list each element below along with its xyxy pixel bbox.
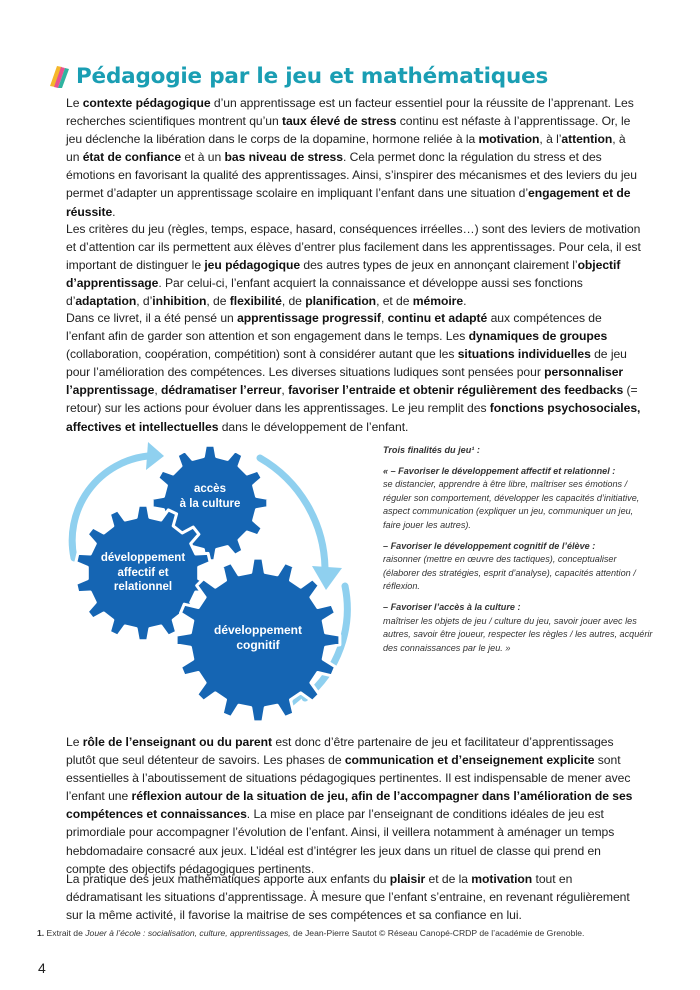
body-text: sont essentielles à l’aboutissement de situations pédagogiques pertinentes. Il est indispensable de mener avec l’enfant une bbox=[66, 753, 631, 804]
emphasis-text: adaptation bbox=[75, 294, 137, 309]
body-text: . La mise en place par l’enseignant de conditions idéales de jeu est primordiale pour accompagner l’évolution de l’enfant. Ainsi, il veillera notamment à aménager un temps hebdomadaire consacré aux jeux. L’idéal est d’intégrer les jeux dans un rituel de classe qui prend en compte des objectifs pédagogiques pertinents. bbox=[66, 807, 615, 876]
emphasis-text: contexte pédagogique bbox=[82, 96, 211, 110]
body-text: , de bbox=[281, 294, 306, 309]
body-text: , et de bbox=[376, 294, 413, 309]
body-text: aux compétences de l’enfant afin de garder son attention et son engagement dans le temps. Les bbox=[66, 311, 602, 344]
gears-diagram bbox=[60, 418, 360, 728]
emphasis-text: bas niveau de stress bbox=[224, 150, 343, 165]
emphasis-text: attention bbox=[561, 132, 613, 147]
page-title: Pédagogie par le jeu et mathématiques bbox=[76, 63, 549, 89]
body-text: Le bbox=[66, 96, 83, 110]
body-text: , à un bbox=[66, 132, 626, 165]
emphasis-text: favoriser l’entraide et obtenir régulièrement des feedbacks bbox=[288, 383, 624, 398]
emphasis-text: apprentissage progressif bbox=[237, 311, 381, 325]
body-text: d’un apprentissage est un facteur essentiel pour la réussite de l’apprenant. Les recherches scientifiques montrent qu’un bbox=[66, 96, 634, 129]
emphasis-text: inhibition bbox=[152, 294, 207, 309]
body-text: , d’ bbox=[136, 294, 153, 309]
paragraph-3 bbox=[66, 309, 642, 436]
emphasis-text: flexibilité bbox=[229, 294, 282, 309]
emphasis-text: état de confiance bbox=[82, 150, 182, 165]
pencil-stripes-icon bbox=[48, 64, 70, 88]
page-number: 4 bbox=[38, 960, 46, 976]
finalite-2-title: – Favoriser le développement cognitif de l’élève : bbox=[383, 540, 596, 551]
emphasis-text: situations individuelles bbox=[457, 347, 591, 362]
emphasis-text: planification bbox=[305, 294, 377, 309]
finalites-heading: Trois finalités du jeu¹ : bbox=[383, 445, 480, 455]
emphasis-text: continu et adapté bbox=[387, 311, 488, 325]
body-text: Dans ce livret, il a été pensé un bbox=[66, 311, 238, 325]
finalite-1-text: se distancier, apprendre à être libre, maîtriser ses émotions / réguler son comportement, développer les capacités d’initiative, aspect communication (expliquer un jeu, communiquer un jeu, faire jouer les autres). bbox=[383, 479, 640, 530]
body-text: Le bbox=[66, 735, 83, 749]
paragraph-5 bbox=[66, 870, 642, 924]
emphasis-text: motivation bbox=[471, 872, 533, 886]
emphasis-text: communication et d’enseignement explicite bbox=[344, 753, 595, 768]
body-text: , à l’ bbox=[539, 132, 562, 147]
emphasis-text: jeu pédagogique bbox=[204, 258, 301, 273]
body-text: Les critères du jeu (règles, temps, espace, hasard, conséquences irréelles…) sont des leviers de motivation et d’attention car ils permettent aux élèves d’entrer plus facilement dans les apprentissages. Pour cela, il est important de distinguer le bbox=[66, 222, 641, 273]
body-text: , bbox=[380, 311, 388, 325]
cycle-arrow-left-head bbox=[146, 442, 164, 470]
emphasis-text: personnaliser l’apprentissage bbox=[66, 365, 624, 398]
finalite-3-title: – Favoriser l’accès à la culture : bbox=[383, 601, 521, 612]
emphasis-text: rôle de l’enseignant ou du parent bbox=[82, 735, 272, 749]
body-text: (collaboration, coopération, compétition) sont à considérer autant que les bbox=[66, 347, 458, 362]
body-text: dans le développement de l’enfant. bbox=[218, 419, 409, 434]
emphasis-text: engagement et de réussite bbox=[66, 186, 631, 219]
gear-label-culture: accès à la culture bbox=[179, 483, 241, 510]
footnote: 1. Extrait de Jouer à l’école : socialisation, culture, apprentissages, de Jean-Pierre Sautot © Réseau Canopé-CRDP de l’académie de Grenoble. bbox=[37, 928, 585, 938]
body-text: et de la bbox=[425, 872, 472, 886]
body-text: est donc d’être partenaire de jeu et facilitateur d’apprentissages plutôt que seul détenteur de savoirs. Les phases de bbox=[66, 735, 614, 768]
body-text: . bbox=[112, 204, 116, 219]
finalite-1-title: « – Favoriser le développement affectif et relationnel : bbox=[383, 465, 616, 476]
paragraph-4 bbox=[66, 733, 642, 878]
paragraph-2 bbox=[66, 220, 642, 310]
paragraph-1 bbox=[66, 94, 642, 221]
finalite-3-text: maîtriser les objets de jeu / culture du jeu, savoir jouer avec les autres, savoir être joueur, respecter les règles / les autres, acquérir des connaissances par le jeu. » bbox=[383, 615, 653, 653]
body-text: continu est néfaste à l’apprentissage. Or, le jeu déclenche la libération dans le corps de la dopamine, hormone reliée à la bbox=[66, 114, 631, 147]
finalites-box bbox=[383, 444, 653, 662]
body-text: tout en dédramatisant les situations d’apprentissage. À mesure que l’enfant s’entraine, en revenant régulièrement sur la même activité, il favorise la maitrise de ses compétences et sa confiance en lui. bbox=[66, 872, 630, 923]
finalite-2-text: raisonner (mettre en œuvre des tactiques), conceptualiser (élaborer des stratégies, esprit d’analyse), capacités attention / réflexion. bbox=[383, 554, 636, 592]
body-text: , bbox=[154, 383, 161, 398]
body-text: La pratique des jeux mathématiques apporte aux enfants du bbox=[66, 872, 390, 886]
gear-label-cognitif: développement cognitif bbox=[213, 623, 303, 652]
body-text: des autres types de jeux en annonçant clairement l’ bbox=[300, 258, 578, 273]
cycle-arrow-right bbox=[260, 458, 325, 568]
emphasis-text: mémoire bbox=[412, 294, 464, 309]
emphasis-text: motivation bbox=[478, 132, 540, 147]
emphasis-text: plaisir bbox=[389, 872, 426, 886]
body-text: , bbox=[281, 383, 289, 398]
title-row bbox=[48, 60, 548, 92]
emphasis-text: objectif d’apprentissage bbox=[66, 258, 621, 291]
emphasis-text: fonctions psychosociales, affectives et intellectuelles bbox=[66, 401, 641, 434]
body-text: (= retour) sur les actions pour évoluer dans les apprentissages. Le jeu remplit des bbox=[66, 383, 638, 416]
emphasis-text: réflexion autour de la situation de jeu, afin de l’accompagner dans l’amélioration de ses compétences et connaissances bbox=[66, 789, 633, 822]
body-text: , de bbox=[206, 294, 230, 309]
body-text: . bbox=[463, 294, 467, 309]
emphasis-text: taux élevé de stress bbox=[281, 114, 397, 129]
body-text: de jeu pour l’amélioration des compétences. Les diverses situations ludiques sont pensées pour bbox=[66, 347, 627, 380]
body-text: et à un bbox=[181, 150, 225, 165]
emphasis-text: dynamiques de groupes bbox=[468, 329, 608, 344]
gear-label-affectif: développement affectif et relationnel bbox=[100, 552, 186, 593]
emphasis-text: dédramatiser l’erreur bbox=[160, 383, 282, 398]
body-text: . Cela permet donc la régulation du stress et des émotions en favorisant la qualité des apprentissages. Ainsi, s’inspirer des mécanismes et des leviers du jeu permet d’adapter un apprentissage scolaire en impliquant l’enfant dans une situation d’ bbox=[66, 150, 637, 201]
body-text: . Par celui-ci, l’enfant acquiert la connaissance et développe aussi ses fonctions d’ bbox=[66, 276, 583, 309]
